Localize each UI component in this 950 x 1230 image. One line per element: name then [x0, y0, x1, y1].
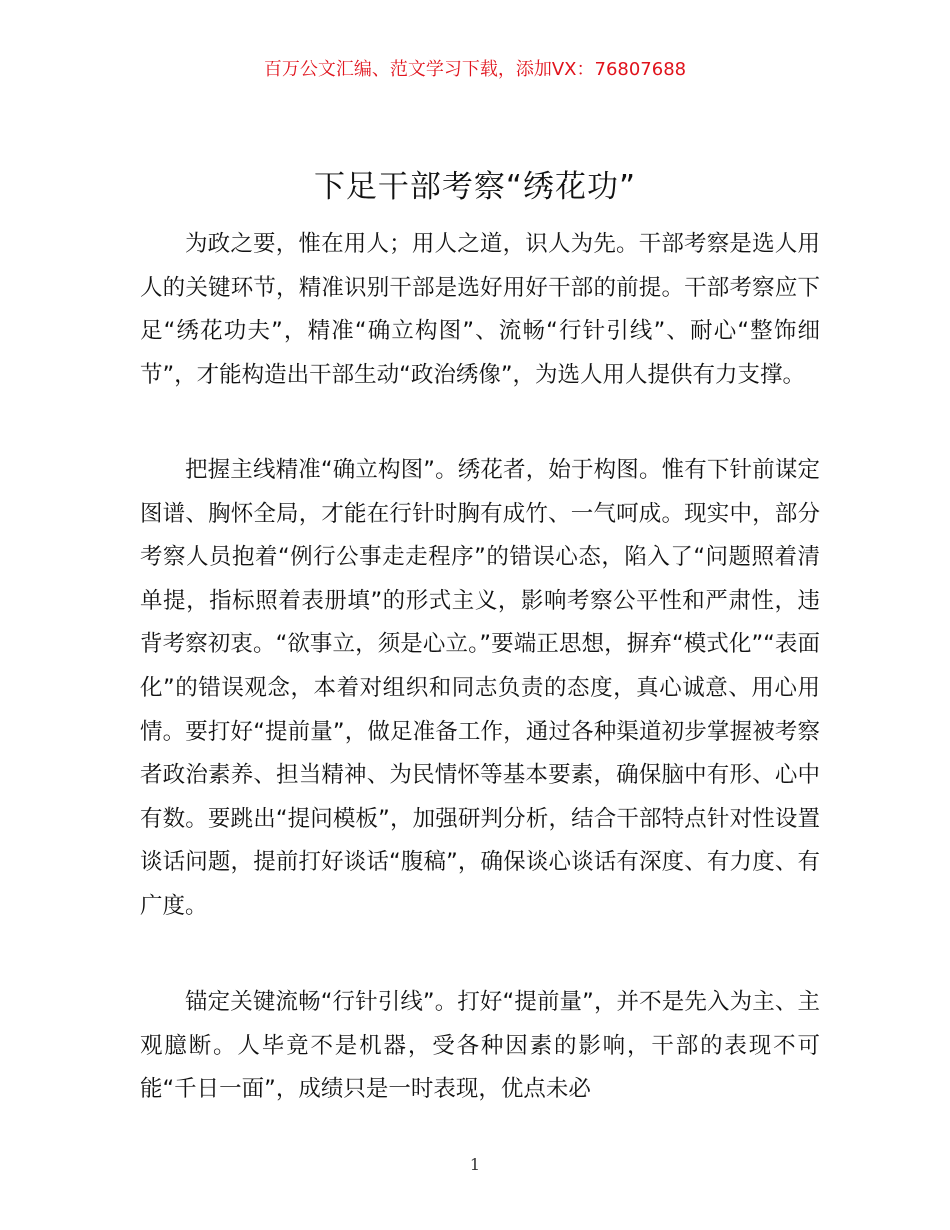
page-title: 下足干部考察“绣花功” — [313, 169, 637, 205]
paragraph-intro: 为政之要，惟在用人；用人之道，识人为先。干部考察是选人用人的关键环节，精准识别干部是选好用好干部的前提。干部考察应下足“绣花功夫”，精准“确立构图”、流畅“行针引线”、耐心“整饰细节”，才能构造出干部生动“政治绣像”，为选人用人提供有力支撑。 — [140, 231, 820, 388]
paragraph-composition: 把握主线精准“确立构图”。绣花者，始于构图。惟有下针前谋定图谱、胸怀全局，才能在行针时胸有成竹、一气呵成。现实中，部分考察人员抱着“例行公事走走程序”的错误心态，陷入了“问题照着清单提，指标照着表册填”的形式主义，影响考察公平性和严肃性，违背考察初衷。“欲事立，须是心立。”要端正思想，摒弃“模式化”“表面化”的错误观念，本着对组织和同志负责的态度，真心诚意、用心用情。要打好“提前量”，做足准备工作，通过各种渠道初步掌握被考察者政治素养、担当精神、为民情怀等基本要素，确保脑中有形、心中有数。要跳出“提问模板”，加强研判分析，结合干部特点针对性设置谈话问题，提前打好谈话“腹稿”，确保谈心谈话有深度、有力度、有广度。 — [140, 457, 820, 919]
promo-header: 百万公文汇编、范文学习下载，添加VX：76807688 — [263, 59, 687, 80]
page-number: 1 — [469, 1155, 481, 1174]
paragraph-threading: 锚定关键流畅“行针引线”。打好“提前量”，并不是先入为主、主观臆断。人毕竟不是机器，受各种因素的影响，干部的表现不可能“千日一面”，成绩只是一时表现，优点未必 — [140, 989, 820, 1103]
